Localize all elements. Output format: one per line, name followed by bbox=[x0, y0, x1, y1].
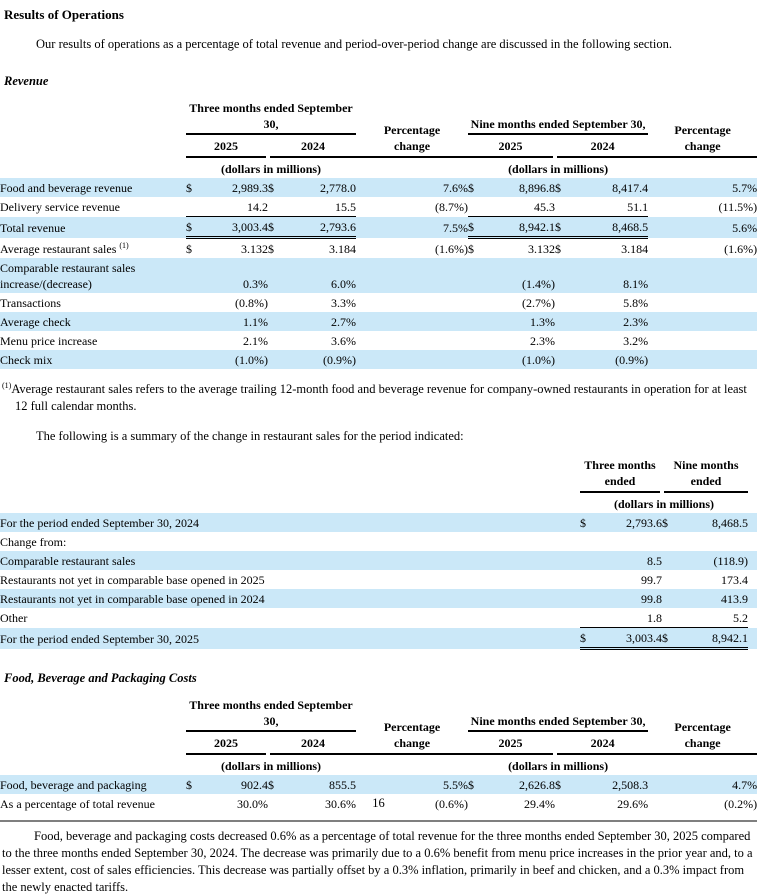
spacer-cell bbox=[748, 608, 757, 628]
row-label: For the period ended September 30, 2024 bbox=[0, 513, 580, 532]
cell-value: 2.3% bbox=[579, 312, 648, 331]
table-row bbox=[0, 608, 757, 628]
currency-symbol: $ bbox=[468, 178, 490, 197]
cell-value bbox=[356, 350, 468, 369]
cell-value bbox=[356, 258, 468, 293]
cell-value: 8.5 bbox=[602, 551, 662, 570]
cell-value: 3.3% bbox=[331, 295, 357, 310]
row-label: Average restaurant sales $^{(1)}$ bbox=[0, 240, 129, 256]
currency-symbol bbox=[662, 570, 686, 589]
row-label: Food, beverage and packaging bbox=[0, 775, 186, 794]
cell-value bbox=[356, 331, 468, 350]
row-label: For the period ended September 30, 2025 bbox=[0, 628, 580, 649]
currency-symbol bbox=[468, 331, 490, 350]
currency-symbol: $ bbox=[268, 241, 274, 256]
cell-value: 8,468.5 bbox=[579, 217, 648, 238]
section-heading: Results of Operations bbox=[4, 7, 124, 22]
cell-value: 8,896.8 bbox=[490, 178, 555, 197]
spacer-cell bbox=[748, 570, 757, 589]
currency-symbol: $ bbox=[268, 178, 293, 197]
fbp-paragraph: Food, beverage and packaging costs decreased 0.6% as a percentage of total revenue for the three months ended September 30, 2025 compared to the three months ended September 30, 2024. The decrease was primarily due to a 0.6% benefit from menu price increases in the prior year and, to a lesser extent, cost of sales efficiencies. This decrease was partially offset by a 0.3% inflation, primarily in beef and chicken, and a 0.3% impact from the newly enacted tariffs. bbox=[2, 829, 753, 894]
units-label: (dollars in millions) bbox=[221, 758, 322, 773]
spacer-cell bbox=[748, 551, 757, 570]
spacer-cell bbox=[748, 589, 757, 608]
cell-value: 5.5% bbox=[356, 775, 468, 794]
fbp-heading: Food, Beverage and Packaging Costs bbox=[4, 671, 197, 685]
cell-value: 3.132 bbox=[241, 241, 268, 256]
cell-value: 5.7% bbox=[648, 178, 757, 197]
cell-value: 3.6% bbox=[331, 333, 357, 348]
intro-paragraph: Our results of operations as a percentage of total revenue and period-over-period change are discussed in the following section. bbox=[36, 37, 672, 51]
currency-symbol: $ bbox=[580, 628, 602, 649]
currency-symbol: $ bbox=[268, 775, 293, 794]
cell-value bbox=[356, 293, 468, 312]
cell-value: (1.0%) bbox=[490, 350, 555, 369]
currency-symbol bbox=[268, 350, 293, 369]
table-row bbox=[0, 293, 757, 312]
row-label: Comparable restaurant sales increase/(decrease) bbox=[0, 258, 186, 293]
currency-symbol bbox=[268, 312, 293, 331]
currency-symbol bbox=[468, 293, 490, 312]
spacer-cell bbox=[748, 513, 757, 532]
currency-symbol bbox=[186, 331, 206, 350]
year-header-2024: 2024 bbox=[268, 134, 356, 159]
sales-change-table-body bbox=[0, 513, 757, 649]
row-label: Restaurants not yet in comparable base opened in 2025 bbox=[0, 572, 265, 587]
cell-value: (118.9) bbox=[686, 551, 748, 570]
cell-value: 8,942.1 bbox=[490, 217, 555, 238]
row-label: Menu price increase bbox=[0, 333, 98, 348]
sales-summary-intro: The following is a summary of the change in restaurant sales for the period indicated: bbox=[36, 429, 464, 443]
cell-value: 2.1% bbox=[243, 333, 268, 348]
cell-value bbox=[648, 331, 757, 350]
currency-symbol bbox=[662, 551, 686, 570]
currency-symbol: $ bbox=[186, 217, 206, 238]
revenue-table-body bbox=[0, 178, 757, 369]
cell-value: (1.0%) bbox=[206, 350, 268, 369]
currency-symbol: $ bbox=[468, 217, 490, 238]
table-row bbox=[0, 258, 757, 293]
currency-symbol: $ bbox=[555, 775, 579, 794]
spacer-cell bbox=[748, 628, 757, 649]
cell-value: 8,942.1 bbox=[686, 628, 748, 649]
table-row bbox=[0, 589, 757, 608]
row-label: Change from: bbox=[0, 534, 67, 549]
revenue-heading: Revenue bbox=[4, 74, 49, 88]
currency-symbol: $ bbox=[580, 513, 602, 532]
row-label: As a percentage of total revenue bbox=[0, 796, 155, 811]
cell-value: 99.7 bbox=[641, 572, 662, 587]
currency-symbol bbox=[555, 197, 579, 217]
currency-symbol bbox=[580, 589, 602, 608]
three-months-group-header: Three months ended September 30, bbox=[186, 695, 356, 731]
cell-value: 2,989.3 bbox=[206, 178, 268, 197]
currency-symbol bbox=[555, 312, 579, 331]
cell-value: 173.4 bbox=[721, 572, 748, 587]
document-page bbox=[0, 7, 757, 894]
currency-symbol: $ bbox=[186, 178, 206, 197]
percentage-change-header: Percentage change bbox=[356, 695, 468, 756]
spacer-cell bbox=[748, 532, 757, 551]
cell-value: 6.0% bbox=[293, 258, 356, 293]
cell-value: 7.5% bbox=[356, 217, 468, 238]
currency-symbol: $ bbox=[468, 241, 475, 256]
cell-value: 3.132 bbox=[528, 241, 556, 256]
cell-value: 15.5 bbox=[293, 197, 356, 217]
currency-symbol bbox=[186, 258, 206, 293]
currency-symbol bbox=[186, 350, 206, 369]
cell-value bbox=[648, 312, 757, 331]
cell-value: 3.2% bbox=[623, 333, 649, 348]
nine-months-group-header: Nine months ended bbox=[662, 454, 748, 494]
row-label: Other bbox=[0, 611, 28, 625]
table-row bbox=[0, 312, 757, 331]
cell-value: 14.2 bbox=[206, 197, 268, 217]
cell-value: 45.3 bbox=[490, 197, 555, 217]
cell-value bbox=[648, 350, 757, 369]
row-label: Total revenue bbox=[0, 217, 186, 238]
page-number: 16 bbox=[372, 796, 385, 810]
cell-value: 2,778.0 bbox=[293, 178, 356, 197]
cell-value bbox=[686, 532, 748, 551]
row-label: Food and beverage revenue bbox=[0, 178, 186, 197]
year-header-2025: 2025 bbox=[186, 134, 268, 159]
currency-symbol bbox=[580, 570, 602, 589]
currency-symbol: $ bbox=[555, 241, 562, 256]
table-row bbox=[0, 628, 757, 649]
year-header-2025: 2025 bbox=[468, 134, 555, 159]
currency-symbol bbox=[580, 532, 602, 551]
cell-value: (11.5%) bbox=[718, 200, 757, 214]
currency-symbol bbox=[268, 197, 293, 217]
cell-value bbox=[356, 312, 468, 331]
cell-value bbox=[648, 293, 757, 312]
cell-value: 2,793.6 bbox=[293, 217, 356, 238]
table-row bbox=[0, 217, 757, 238]
cell-value: 1.8 bbox=[602, 608, 662, 628]
cell-value: (1.6%) bbox=[724, 241, 757, 256]
cell-value: 5.2 bbox=[686, 608, 748, 628]
cell-value: 8.1% bbox=[579, 258, 648, 293]
currency-symbol bbox=[268, 293, 293, 312]
table-row bbox=[0, 532, 757, 551]
three-months-group-header: Three months ended September 30, bbox=[186, 98, 356, 134]
cell-value: 2.3% bbox=[530, 333, 556, 348]
cell-value: 902.4 bbox=[206, 775, 268, 794]
currency-symbol bbox=[268, 331, 293, 350]
header-spacer bbox=[648, 756, 757, 775]
header-spacer bbox=[356, 159, 468, 178]
table-row bbox=[0, 178, 757, 197]
footnote-average-restaurant-sales: $^{(1)}$Average restaurant sales refers to the average trailing 12-month food and beverage revenue for company-owned restaurants in operation for at least 12 full calendar months. bbox=[2, 380, 747, 413]
cell-value: 7.6% bbox=[356, 178, 468, 197]
footnote-marker: (1) bbox=[2, 380, 12, 390]
revenue-table-header bbox=[0, 98, 757, 178]
cell-value: 3,003.4 bbox=[206, 217, 268, 238]
cell-value: 2,793.6 bbox=[602, 513, 662, 532]
units-label: (dollars in millions) bbox=[508, 161, 609, 176]
cell-value: (0.9%) bbox=[293, 350, 356, 369]
cell-value: 1.3% bbox=[490, 312, 555, 331]
cell-value: 855.5 bbox=[293, 775, 356, 794]
cell-value: 3.184 bbox=[329, 241, 357, 256]
cell-value: 8,468.5 bbox=[686, 513, 748, 532]
fbp-table-header bbox=[0, 695, 757, 775]
table-row bbox=[0, 775, 757, 794]
table-row bbox=[0, 551, 757, 570]
currency-symbol bbox=[186, 312, 206, 331]
currency-symbol: $ bbox=[662, 513, 686, 532]
currency-symbol: $ bbox=[186, 775, 206, 794]
cell-value: 51.1 bbox=[579, 197, 648, 217]
year-header-2025: 2025 bbox=[468, 731, 555, 756]
sales-change-table bbox=[0, 454, 757, 650]
header-spacer bbox=[648, 159, 757, 178]
row-label: Transactions bbox=[0, 295, 61, 310]
currency-symbol: $ bbox=[555, 217, 579, 238]
footnote-marker: (1) bbox=[119, 240, 129, 250]
year-header-2024: 2024 bbox=[268, 731, 356, 756]
cell-value: 30.0% bbox=[237, 796, 268, 811]
three-months-group-header: Three months ended bbox=[580, 454, 662, 494]
currency-symbol bbox=[468, 350, 490, 369]
units-label: (dollars in millions) bbox=[613, 496, 714, 511]
cell-value: 5.8% bbox=[623, 295, 649, 310]
cell-value: (8.7%) bbox=[435, 200, 469, 214]
row-label: Delivery service revenue bbox=[0, 200, 120, 214]
cell-value: 30.6% bbox=[325, 796, 357, 811]
year-header-2025: 2025 bbox=[186, 731, 268, 756]
currency-symbol bbox=[268, 258, 293, 293]
cell-value: 8,417.4 bbox=[579, 178, 648, 197]
units-label: (dollars in millions) bbox=[508, 758, 609, 773]
row-label: Comparable restaurant sales bbox=[0, 551, 580, 570]
footer-rule bbox=[0, 820, 757, 822]
nine-months-group-header: Nine months ended September 30, bbox=[468, 98, 648, 134]
currency-symbol bbox=[662, 589, 686, 608]
row-label: Restaurants not yet in comparable base opened in 2024 bbox=[0, 589, 580, 608]
table-row bbox=[0, 350, 757, 369]
cell-value: (1.4%) bbox=[490, 258, 555, 293]
currency-symbol bbox=[468, 312, 490, 331]
currency-symbol bbox=[580, 608, 602, 628]
revenue-table bbox=[0, 98, 757, 369]
cell-value bbox=[602, 532, 662, 551]
currency-symbol: $ bbox=[468, 775, 490, 794]
currency-symbol bbox=[662, 532, 686, 551]
row-label: Average check bbox=[0, 312, 186, 331]
header-spacer bbox=[356, 756, 468, 775]
cell-value: 3.184 bbox=[621, 241, 649, 256]
percentage-change-header: Percentage change bbox=[648, 695, 757, 756]
cell-value: 29.4% bbox=[524, 796, 556, 811]
cell-value: 2,508.3 bbox=[579, 775, 648, 794]
cell-value: 1.1% bbox=[206, 312, 268, 331]
table-row bbox=[0, 238, 757, 259]
table-row bbox=[0, 331, 757, 350]
table-row bbox=[0, 513, 757, 532]
cell-value: (1.6%) bbox=[435, 241, 469, 256]
cell-value: 4.7% bbox=[648, 775, 757, 794]
currency-symbol: $ bbox=[268, 217, 293, 238]
currency-symbol: $ bbox=[662, 628, 686, 649]
cell-value: 5.6% bbox=[648, 217, 757, 238]
currency-symbol bbox=[662, 608, 686, 628]
currency-symbol bbox=[555, 293, 579, 312]
percentage-change-header: Percentage change bbox=[648, 98, 757, 159]
header-spacer bbox=[0, 98, 186, 178]
cell-value bbox=[648, 258, 757, 293]
table-row bbox=[0, 570, 757, 589]
cell-value: (2.7%) bbox=[522, 295, 556, 310]
row-label: Check mix bbox=[0, 350, 186, 369]
year-header-2024: 2024 bbox=[555, 134, 648, 159]
cell-value: 3,003.4 bbox=[602, 628, 662, 649]
cell-value: 2,626.8 bbox=[490, 775, 555, 794]
cell-value: 29.6% bbox=[617, 796, 649, 811]
units-label: (dollars in millions) bbox=[221, 161, 322, 176]
currency-symbol bbox=[186, 293, 206, 312]
year-header-2024: 2024 bbox=[555, 731, 648, 756]
cell-value: (0.6%) bbox=[435, 796, 469, 811]
currency-symbol bbox=[580, 551, 602, 570]
currency-symbol bbox=[555, 258, 579, 293]
currency-symbol bbox=[186, 197, 206, 217]
currency-symbol: $ bbox=[555, 178, 579, 197]
sales-change-table-header bbox=[0, 454, 757, 513]
currency-symbol bbox=[555, 350, 579, 369]
cell-value: (0.2%) bbox=[724, 796, 757, 811]
header-spacer bbox=[0, 454, 580, 513]
table-row bbox=[0, 197, 757, 217]
currency-symbol: $ bbox=[186, 241, 192, 256]
currency-symbol bbox=[468, 197, 490, 217]
cell-value: 413.9 bbox=[686, 589, 748, 608]
currency-symbol bbox=[468, 258, 490, 293]
currency-symbol bbox=[555, 331, 579, 350]
header-spacer bbox=[748, 454, 757, 513]
cell-value: 99.8 bbox=[602, 589, 662, 608]
cell-value: 2.7% bbox=[293, 312, 356, 331]
cell-value: 0.3% bbox=[206, 258, 268, 293]
nine-months-group-header: Nine months ended September 30, bbox=[468, 695, 648, 731]
header-spacer bbox=[0, 695, 186, 775]
cell-value: (0.8%) bbox=[235, 295, 268, 310]
percentage-change-header: Percentage change bbox=[356, 98, 468, 159]
cell-value: (0.9%) bbox=[579, 350, 648, 369]
